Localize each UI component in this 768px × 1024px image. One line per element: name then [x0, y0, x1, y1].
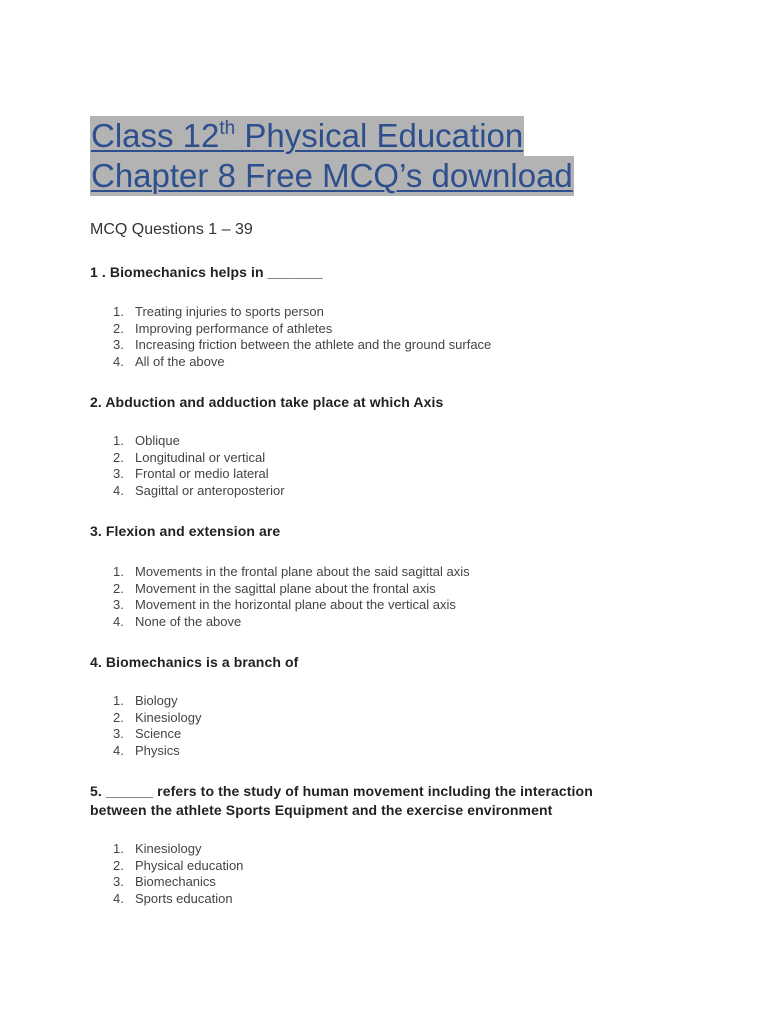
option-item	[110, 858, 243, 875]
option-number: 2.	[113, 320, 124, 336]
page-title	[90, 116, 750, 196]
option-item	[110, 483, 285, 500]
option-number: 3.	[113, 597, 124, 612]
option-text: Treating injuries to sports person	[135, 304, 324, 319]
option-text: None of the above	[135, 613, 242, 629]
title-line-2: Chapter 8 Free MCQ’s download	[91, 157, 573, 194]
option-number: 1.	[113, 841, 124, 856]
option-text: Biology	[135, 693, 178, 708]
option-text: Improving performance of athletes	[135, 320, 333, 336]
option-number: 1.	[113, 304, 124, 319]
option-number: 4.	[113, 353, 124, 369]
question-2-options	[110, 433, 285, 499]
option-text: Movements in the frontal plane about the said sagittal axis	[135, 564, 470, 579]
option-text: Sagittal or anteroposterior	[135, 482, 285, 498]
title-line-1-end: Physical Education	[235, 117, 524, 154]
option-number: 3.	[113, 874, 124, 889]
option-text: Increasing friction between the athlete and the ground surface	[135, 337, 492, 352]
option-number: 4.	[113, 613, 124, 629]
option-text: Movement in the horizontal plane about the vertical axis	[135, 597, 456, 612]
option-item	[110, 726, 202, 743]
title-line-1	[90, 116, 524, 156]
option-number: 3.	[113, 466, 124, 481]
option-number: 1.	[113, 564, 124, 579]
question-5: 5. ______ refers to the study of human movement including the interaction between the athlete Sports Equipment and the exercise environment	[90, 783, 593, 818]
option-item	[110, 743, 202, 760]
option-number: 4.	[113, 742, 124, 758]
option-number: 1.	[113, 433, 124, 448]
option-item	[110, 564, 470, 581]
subtitle: MCQ Questions 1 – 39	[90, 221, 253, 238]
title-superscript: th	[219, 118, 236, 139]
question-3-options	[110, 564, 470, 630]
option-item	[110, 581, 470, 598]
option-number: 2.	[113, 580, 124, 596]
option-text: Physical education	[135, 857, 244, 873]
question-2: 2. Abduction and adduction take place at which Axis	[90, 394, 444, 410]
question-4: 4. Biomechanics is a branch of	[90, 654, 299, 670]
question-5-options	[110, 841, 243, 907]
option-number: 3.	[113, 726, 124, 741]
option-text: Biomechanics	[135, 874, 216, 889]
option-number: 4.	[113, 890, 124, 906]
option-item	[110, 693, 202, 710]
option-text: Sports education	[135, 890, 233, 906]
option-item	[110, 433, 285, 450]
option-item	[110, 354, 491, 371]
option-text: Physics	[135, 742, 180, 758]
option-text: Longitudinal or vertical	[135, 449, 266, 465]
option-item	[110, 841, 243, 858]
option-number: 2.	[113, 857, 124, 873]
question-4-options	[110, 693, 202, 759]
option-number: 4.	[113, 482, 124, 498]
option-text: Oblique	[135, 433, 180, 448]
question-1-options	[110, 304, 491, 370]
option-item	[110, 337, 491, 354]
option-item	[110, 466, 285, 483]
option-text: Kinesiology	[135, 841, 202, 856]
question-1: 1 . Biomechanics helps in _______	[90, 264, 323, 280]
option-item	[110, 614, 470, 631]
option-text: Frontal or medio lateral	[135, 466, 269, 481]
option-text: Movement in the sagittal plane about the frontal axis	[135, 580, 436, 596]
option-item	[110, 321, 491, 338]
option-item	[110, 304, 491, 321]
option-item	[110, 874, 243, 891]
title-line-1-start: Class 12	[91, 117, 220, 154]
option-item	[110, 891, 243, 908]
option-text: All of the above	[135, 353, 225, 369]
question-3: 3. Flexion and extension are	[90, 523, 281, 539]
option-number: 2.	[113, 709, 124, 725]
option-item	[110, 597, 470, 614]
option-item	[110, 450, 285, 467]
option-text: Kinesiology	[135, 709, 202, 725]
option-number: 1.	[113, 693, 124, 708]
option-number: 3.	[113, 337, 124, 352]
option-text: Science	[135, 726, 182, 741]
option-number: 2.	[113, 449, 124, 465]
option-item	[110, 710, 202, 727]
